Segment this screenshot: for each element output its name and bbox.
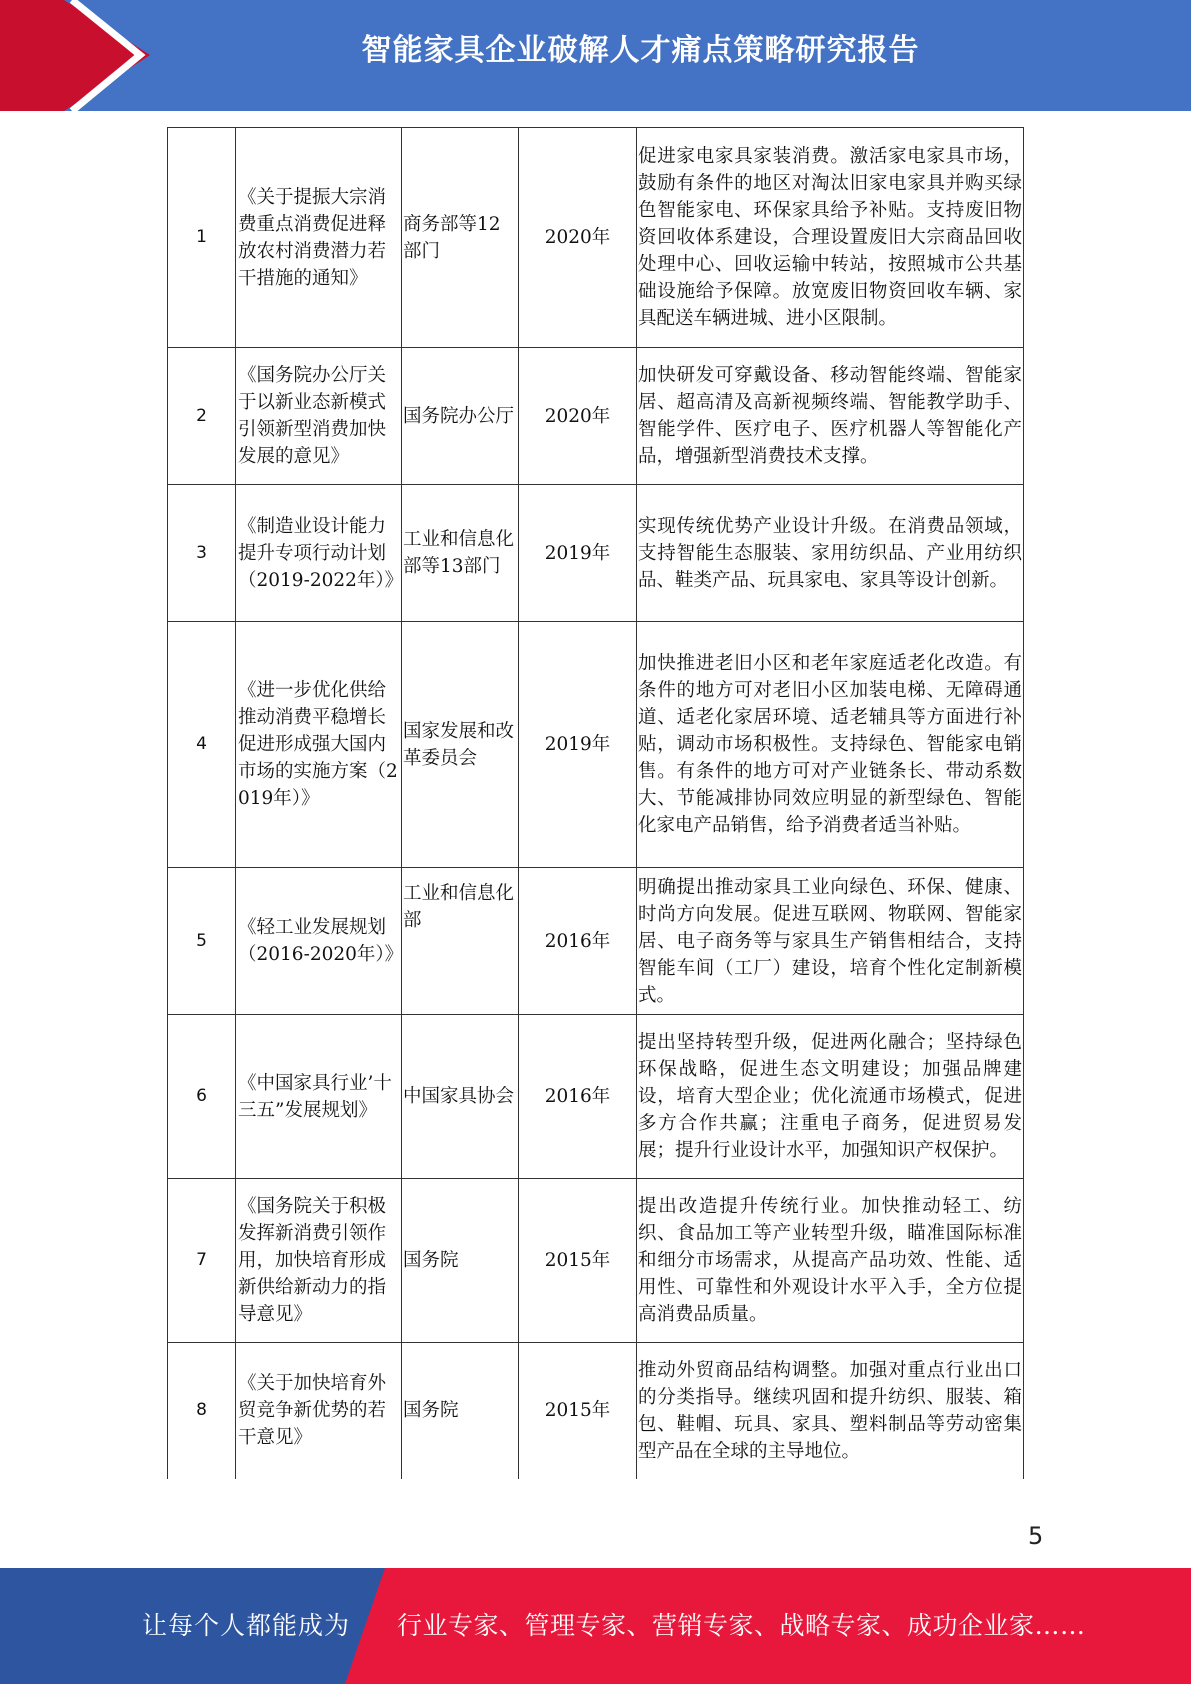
policy-content: 推动外贸商品结构调整。加强对重点行业出口的分类指导。继续巩固和提升纺织、服装、箱包、鞋帽、玩具、家具、塑料制品等劳动密集型产品在全球的主导地位。 [637, 1343, 1024, 1479]
policy-name: 《国务院关于积极发挥新消费引领作用，加快培育形成新供给新动力的指导意见》 [236, 1179, 402, 1343]
issue-year: 2020年 [519, 348, 637, 485]
policy-content: 实现传统优势产业设计升级。在消费品领域，支持智能生态服装、家用纺织品、产业用纺织品、鞋类产品、玩具家电、家具等设计创新。 [637, 485, 1024, 622]
issuing-agency: 中国家具协会 [402, 1015, 519, 1179]
row-number: 3 [168, 485, 236, 622]
issue-year: 2016年 [519, 1015, 637, 1179]
policy-content: 加快研发可穿戴设备、移动智能终端、智能家居、超高清及高新视频终端、智能教学助手、智能学件、医疗电子、医疗机器人等智能化产品，增强新型消费技术支撑。 [637, 348, 1024, 485]
issuing-agency: 国务院 [402, 1179, 519, 1343]
policy-content: 促进家电家具家装消费。激活家电家具市场，鼓励有条件的地区对淘汰旧家电家具并购买绿色智能家电、环保家具给予补贴。支持废旧物资回收体系建设，合理设置废旧大宗商品回收处理中心、回收运输中转站，按照城市公共基础设施给予保障。放宽废旧物资回收车辆、家具配送车辆进城、进小区限制。 [637, 128, 1024, 348]
row-number: 6 [168, 1015, 236, 1179]
table-row [168, 1015, 1024, 1179]
footer-tagline: 行业专家、管理专家、营销专家、战略专家、成功企业家…… [397, 1611, 1086, 1640]
table-row [168, 128, 1024, 348]
policy-content: 加快推进老旧小区和老年家庭适老化改造。有条件的地方可对老旧小区加装电梯、无障碍通道、适老化家居环境、适老辅具等方面进行补贴，调动市场积极性。支持绿色、智能家电销售。有条件的地方可对产业链条长、带动系数大、节能减排协同效应明显的新型绿色、智能化家电产品销售，给予消费者适当补贴。 [637, 622, 1024, 868]
row-number: 4 [168, 622, 236, 868]
document-title: 智能家具企业破解人才痛点策略研究报告 [361, 33, 920, 68]
page-footer [0, 1568, 1191, 1684]
table-row [168, 1343, 1024, 1479]
row-number: 1 [168, 128, 236, 348]
issue-year: 2020年 [519, 128, 637, 348]
policy-content: 明确提出推动家具工业向绿色、环保、健康、时尚方向发展。促进互联网、物联网、智能家居、电子商务等与家具生产销售相结合，支持智能车间（工厂）建设，培育个性化定制新模式。 [637, 868, 1024, 1015]
policy-name: 《关于加快培育外贸竞争新优势的若干意见》 [236, 1343, 402, 1479]
policy-name: 《关于提振大宗消费重点消费促进释放农村消费潜力若干措施的通知》 [236, 128, 402, 348]
table-row [168, 485, 1024, 622]
row-number: 5 [168, 868, 236, 1015]
policy-name: 《制造业设计能力提升专项行动计划（2019-2022年）》 [236, 485, 402, 622]
issuing-agency: 工业和信息化部等13部门 [402, 485, 519, 622]
issue-year: 2015年 [519, 1179, 637, 1343]
policy-name: 《进一步优化供给推动消费平稳增长促进形成强大国内市场的实施方案（2019年）》 [236, 622, 402, 868]
footer-slogan: 让每个人都能成为 [142, 1611, 351, 1640]
issue-year: 2015年 [519, 1343, 637, 1479]
issue-year: 2019年 [519, 622, 637, 868]
page-header [0, 0, 1191, 111]
header-arrow-decoration [0, 0, 150, 111]
policy-content: 提出改造提升传统行业。加快推动轻工、纺织、食品加工等产业转型升级，瞄准国际标准和细分市场需求，从提高产品功效、性能、适用性、可靠性和外观设计水平入手，全方位提高消费品质量。 [637, 1179, 1024, 1343]
policy-table [167, 127, 1024, 1479]
row-number: 2 [168, 348, 236, 485]
page-number: 5 [1028, 1522, 1044, 1550]
issuing-agency: 国务院 [402, 1343, 519, 1479]
table-row [168, 868, 1024, 1015]
row-number: 8 [168, 1343, 236, 1479]
issuing-agency: 国家发展和改革委员会 [402, 622, 519, 868]
policy-name: 《轻工业发展规划（2016-2020年）》 [236, 868, 402, 1015]
policy-content: 提出坚持转型升级，促进两化融合；坚持绿色环保战略，促进生态文明建设；加强品牌建设，培育大型企业；优化流通市场模式，促进多方合作共赢；注重电子商务，促进贸易发展；提升行业设计水平，加强知识产权保护。 [637, 1015, 1024, 1179]
policy-name: 《国务院办公厅关于以新业态新模式引领新型消费加快发展的意见》 [236, 348, 402, 485]
table-row [168, 348, 1024, 485]
issuing-agency: 国务院办公厅 [402, 348, 519, 485]
policy-name: 《中国家具行业’十三五”发展规划》 [236, 1015, 402, 1179]
issue-year: 2019年 [519, 485, 637, 622]
table-row [168, 1179, 1024, 1343]
issuing-agency: 商务部等12部门 [402, 128, 519, 348]
issue-year: 2016年 [519, 868, 637, 1015]
row-number: 7 [168, 1179, 236, 1343]
table-row [168, 622, 1024, 868]
issuing-agency: 工业和信息化部 [402, 868, 519, 1015]
